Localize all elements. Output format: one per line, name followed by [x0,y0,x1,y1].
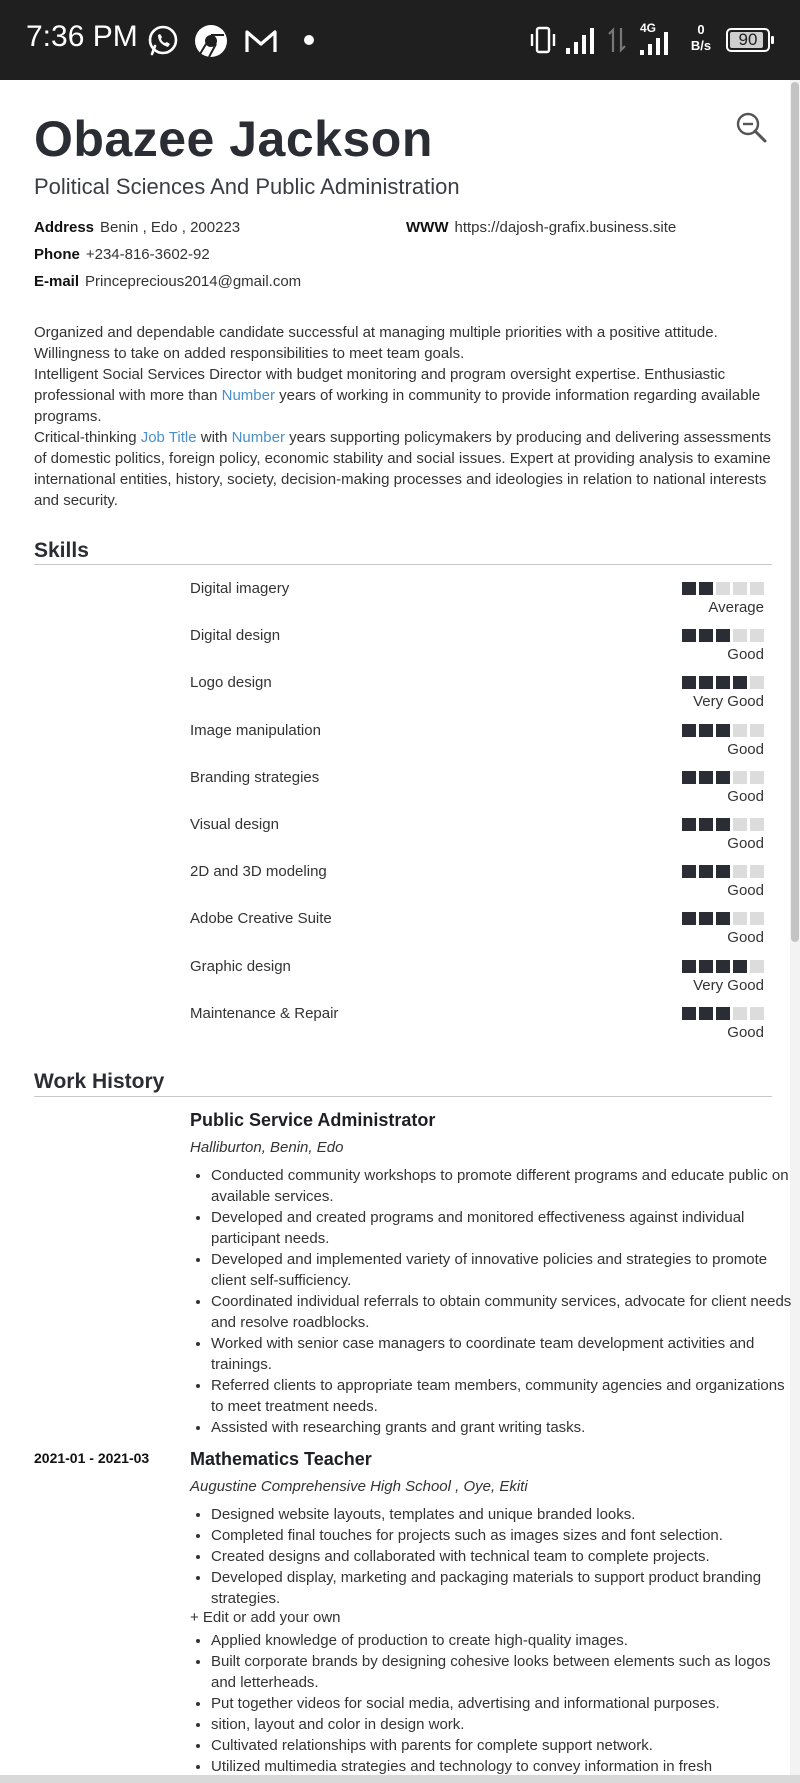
list-item: • Cultivated relationships with parents for complete support network. [211,1735,795,1756]
skill-name: Logo design [190,674,272,692]
skill-level: Good [727,1023,764,1041]
www-label: WWW [406,219,449,236]
contact-www [406,219,676,236]
skill-name: Digital imagery [190,580,290,597]
email-value[interactable]: Princeprecious2014@gmail.com [85,273,302,290]
address-value: Benin , Edo , 200223 [100,219,241,236]
contact-email [34,273,301,290]
skill-rating-bar [682,724,767,737]
rating-square [682,960,696,973]
rating-square [716,771,730,784]
vibrate-icon [528,22,558,58]
skill-rating-bar [682,865,767,878]
gmail-icon [244,24,278,58]
summary-text: with [196,429,232,446]
battery-level: 90 [738,30,758,49]
speed-unit: B/s [690,38,712,53]
rating-square [733,912,747,925]
section-divider [34,564,772,565]
resume-subtitle: Political Sciences And Public Administration [34,174,460,199]
skill-rating-bar [682,629,767,642]
summary-paragraph [34,427,774,511]
contact-address [34,219,240,236]
work-history-heading: Work History [34,1070,165,1093]
job-bullets [190,1504,795,1609]
skill-level: Average [708,599,764,616]
skill-level: Good [727,835,764,852]
rating-square [682,865,696,878]
rating-square [716,724,730,737]
professional-summary [34,322,774,511]
job-company: Augustine Comprehensive High School , Oye, Ekiti [190,1478,528,1495]
status-bar [0,0,800,80]
rating-square [733,818,747,831]
rating-square [750,676,764,689]
zoom-out-icon[interactable] [734,110,768,144]
rating-square [682,724,696,737]
rating-square [699,865,713,878]
rating-square [716,865,730,878]
skill-level: Good [727,882,764,900]
skill-rating-bar [682,818,767,831]
list-item: • Completed final touches for projects such as images sizes and font selection. [211,1525,795,1546]
phone-value: +234-816-3602-92 [85,246,210,263]
www-value[interactable]: https://dajosh-grafix.business.site [454,219,677,236]
skill-level: Good [727,929,764,947]
signal-4g-icon [636,22,676,58]
whatsapp-icon [146,24,180,58]
rating-square [750,818,764,831]
skill-rating-bar [682,1007,767,1020]
summary-paragraph [34,364,774,427]
skill-name: Digital design [190,627,281,645]
section-divider [34,1096,772,1097]
rating-square [699,582,713,595]
list-item: • Built corporate brands by designing cohesive looks between elements such as logos and letterheads. [211,1651,795,1693]
rating-square [699,724,713,737]
rating-square [699,912,713,925]
email-label: E-mail [34,273,80,290]
speed-value: 0 [697,22,705,37]
list-item: • Designed website layouts, templates and unique branded looks. [211,1504,795,1525]
skill-level: Good [727,646,764,664]
job-company: Halliburton, Benin, Edo [190,1139,344,1156]
resume-name: Obazee Jackson [34,111,433,167]
rating-square [733,960,747,973]
rating-square [750,912,764,925]
status-time: 7:36 PM [26,20,138,53]
rating-square [716,676,730,689]
rating-square [699,771,713,784]
rating-square [699,676,713,689]
skill-name: 2D and 3D modeling [190,863,327,881]
rating-square [733,1007,747,1020]
scrollbar-thumb[interactable] [791,82,799,942]
skills-heading: Skills [34,539,89,562]
list-item: • Developed and implemented variety of innovative policies and strategies to promote client self-sufficiency. [211,1249,795,1291]
list-item: • Conducted community workshops to promote different programs and educate public on available services. [211,1165,795,1207]
skill-name: Graphic design [190,957,291,975]
rating-square [682,582,696,595]
skill-rating-bar [682,771,767,784]
skill-name: Adobe Creative Suite [190,910,332,928]
summary-text: Critical-thinking [34,429,141,446]
list-item: • sition, layout and color in design work. [211,1714,795,1735]
job-title: Mathematics Teacher [190,1449,372,1469]
notification-dot [304,35,314,45]
rating-square [682,912,696,925]
rating-square [733,771,747,784]
list-item: • Created designs and collaborated with technical team to complete projects. [211,1546,795,1567]
rating-square [716,960,730,973]
svg-text:4G: 4G [640,22,657,35]
rating-square [716,912,730,925]
rating-square [682,771,696,784]
data-arrows-icon [606,22,628,58]
list-item: • Assisted with researching grants and grant writing tasks. [211,1417,795,1438]
rating-square [733,724,747,737]
rating-square [733,629,747,642]
skill-rating-bar [682,676,767,689]
skill-rating-bar [682,912,767,925]
skill-name: Visual design [190,816,279,833]
rating-square [716,1007,730,1020]
rating-square [750,629,764,642]
skill-name: Maintenance & Repair [190,1004,339,1022]
list-item: • Put together videos for social media, advertising and informational purposes. [211,1693,795,1714]
signal-icon [564,22,598,58]
rating-square [716,818,730,831]
skill-level: Good [727,787,764,805]
list-item: • Worked with senior case managers to coordinate team development activities and trainings. [211,1333,795,1375]
rating-square [733,865,747,878]
rating-square [699,960,713,973]
skill-level: Very Good [693,976,764,994]
list-item: • Developed and created programs and monitored effectiveness against individual participant needs. [211,1207,795,1249]
list-item: • Utilized multimedia strategies and technology to convey information in fresh [211,1756,795,1777]
rating-square [750,960,764,973]
placeholder-link[interactable]: Job Title [140,429,197,446]
rating-square [699,1007,713,1020]
rating-square [699,818,713,831]
summary-line: Organized and dependable candidate successful at managing multiple priorities with a positive attitude. Willingness to take on added responsibilities to meet team goals. [34,324,718,362]
chrome-icon [194,24,228,58]
placeholder-link[interactable]: Number [221,387,275,404]
rating-square [733,676,747,689]
rating-square [682,676,696,689]
battery-icon [726,28,770,52]
rating-square [733,582,747,595]
skill-level: Good [727,740,764,758]
rating-square [750,724,764,737]
job-bullets [190,1165,795,1438]
address-label: Address [34,219,95,236]
rating-square [750,1007,764,1020]
list-item: • Coordinated individual referrals to obtain community services, advocate for client needs and resolve roadblocks. [211,1291,795,1333]
rating-square [699,629,713,642]
rating-square [682,1007,696,1020]
placeholder-link[interactable]: Number [231,429,285,446]
skill-rating-bar [682,960,767,973]
rating-square [682,629,696,642]
rating-square [716,582,730,595]
network-speed [686,22,716,54]
list-item: • Developed display, marketing and packaging materials to support product branding strategies. [211,1567,795,1609]
skill-name: Image manipulation [190,721,321,739]
edit-or-add-line[interactable]: + Edit or add your own [190,1609,341,1626]
list-item: • Applied knowledge of production to create high-quality images. [211,1630,795,1651]
contact-phone [34,246,210,263]
phone-label: Phone [34,246,80,263]
skill-level: Very Good [693,693,764,711]
job-bullets [190,1630,795,1777]
list-item: • Referred clients to appropriate team members, community agencies and organizations to meet treatment needs. [211,1375,795,1417]
rating-square [682,818,696,831]
job-title: Public Service Administrator [190,1110,436,1130]
horizontal-scrollbar[interactable] [0,1775,800,1783]
skill-rating-bar [682,582,767,595]
job-date: 2021-01 - 2021-03 [34,1450,150,1466]
summary-text: years of working in community to provide information regarding available programs. [34,387,761,425]
rating-square [750,865,764,878]
rating-square [750,582,764,595]
skill-name: Branding strategies [190,768,320,786]
rating-square [716,629,730,642]
summary-text: years supporting policymakers by producing and delivering assessments of domestic politics, foreign policy, economic stability and social issues. Expert at providing analysis to examine international entities, history, society, decision-making processes and ideologies in relation to national interests and security. [34,429,772,509]
rating-square [750,771,764,784]
summary-text: Intelligent Social Services Director with budget monitoring and program oversight expertise. Enthusiastic professional with more than [34,366,726,404]
